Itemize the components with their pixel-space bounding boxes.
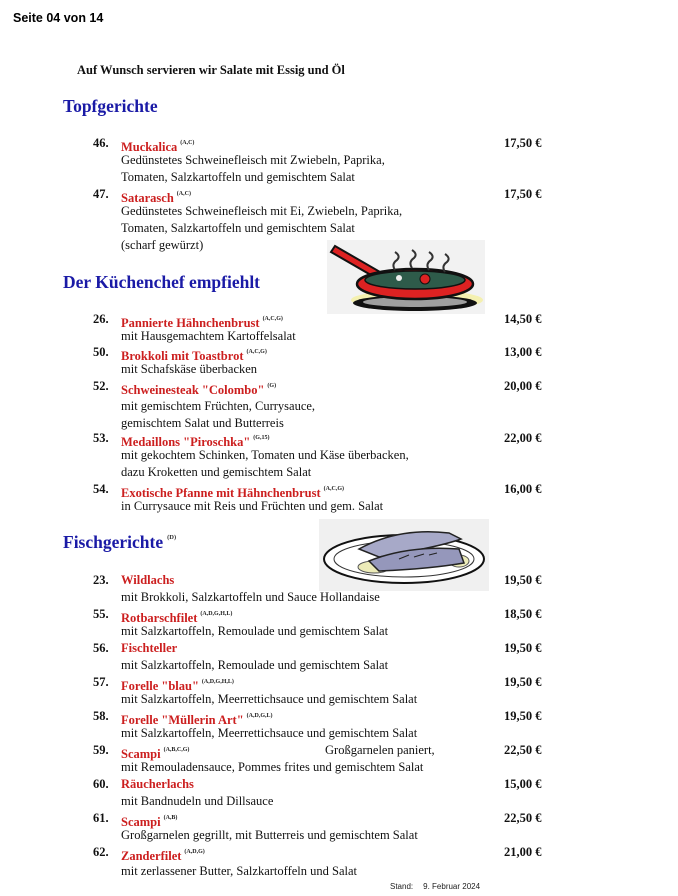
item-description: Tomaten, Salzkartoffeln und gemischtem Salat bbox=[121, 221, 355, 235]
menu-item bbox=[93, 481, 553, 515]
item-description: mit Salzkartoffeln, Meerrettichsauce und gemischtem Salat bbox=[121, 692, 418, 706]
item-name: Scampi $^{(A,B,C,G)}$ bbox=[121, 747, 190, 761]
menu-item bbox=[93, 810, 553, 844]
item-description: dazu Kroketten und gemischtem Salat bbox=[121, 465, 312, 479]
menu-item bbox=[93, 572, 553, 606]
menu-item bbox=[93, 135, 553, 186]
section-title-fischgerichte bbox=[63, 532, 176, 553]
item-description: mit Salzkartoffeln, Remoulade und gemischtem Salat bbox=[121, 624, 389, 638]
menu-item bbox=[93, 708, 553, 742]
item-description: mit Brokkoli, Salzkartoffeln und Sauce Hollandaise bbox=[121, 590, 380, 604]
menu-item bbox=[93, 742, 553, 776]
item-number: 26. bbox=[93, 312, 109, 326]
section-title-text: Der Küchenchef empfiehlt bbox=[63, 272, 261, 292]
item-inline-description: Großgarnelen paniert, bbox=[325, 743, 435, 757]
item-number: 61. bbox=[93, 811, 109, 825]
item-allergens: (A,C,G) bbox=[323, 486, 345, 492]
item-allergens: (A,D,G) bbox=[184, 849, 205, 855]
menu-item bbox=[93, 776, 553, 810]
item-price: 22,00 € bbox=[504, 431, 542, 445]
item-name: Brokkoli mit Toastbrot $^{(A,C,G)}$ bbox=[121, 349, 267, 363]
item-name: Rotbarschfilet $^{(A,D,G,H,L)}$ bbox=[121, 611, 233, 625]
item-price: 19,50 € bbox=[504, 641, 542, 655]
item-name: Satarasch $^{(A,C)}$ bbox=[121, 191, 191, 205]
item-number: 52. bbox=[93, 379, 109, 393]
item-name: Schweinesteak "Colombo" $^{(G)}$ bbox=[121, 383, 277, 397]
item-price: 13,00 € bbox=[504, 345, 542, 359]
menu-item bbox=[93, 674, 553, 708]
item-description: mit Schafskäse überbacken bbox=[121, 362, 258, 376]
item-name: Pannierte Hähnchenbrust $^{(A,C,G)}$ bbox=[121, 316, 283, 330]
item-price: 19,50 € bbox=[504, 709, 542, 723]
item-price: 22,50 € bbox=[504, 743, 542, 757]
item-price: 17,50 € bbox=[504, 187, 542, 201]
item-price: 20,00 € bbox=[504, 379, 542, 393]
item-number: 46. bbox=[93, 136, 109, 150]
item-number: 55. bbox=[93, 607, 109, 621]
item-number: 50. bbox=[93, 345, 109, 359]
intro-note: Auf Wunsch servieren wir Salate mit Essig und Öl bbox=[77, 63, 345, 77]
item-description: mit Remouladensauce, Pommes frites und gemischtem Salat bbox=[121, 760, 424, 774]
section-title-topfgerichte bbox=[63, 96, 158, 117]
item-description: mit zerlassener Butter, Salzkartoffeln und Salat bbox=[121, 864, 357, 878]
item-description: mit Salzkartoffeln, Remoulade und gemischtem Salat bbox=[121, 658, 389, 672]
item-description: mit gemischtem Früchten, Currysauce, bbox=[121, 399, 316, 413]
item-price: 15,00 € bbox=[504, 777, 542, 791]
item-price: 14,50 € bbox=[504, 312, 542, 326]
item-allergens: (A,D,G,H,L) bbox=[200, 611, 233, 617]
item-description: mit Bandnudeln und Dillsauce bbox=[121, 794, 274, 808]
item-name: Forelle "blau" $^{(A,D,G,H,L)}$ bbox=[121, 679, 234, 693]
menu-item bbox=[93, 606, 553, 640]
section-title-kuechenchef bbox=[63, 272, 260, 293]
item-allergens: (A,D,G,L) bbox=[246, 713, 273, 719]
item-number: 58. bbox=[93, 709, 109, 723]
menu-item bbox=[93, 430, 553, 481]
item-allergens: (A,C) bbox=[176, 191, 191, 197]
item-allergens: (A,C,G) bbox=[262, 316, 283, 322]
item-allergens: (A,C,G) bbox=[246, 349, 267, 355]
item-description: mit Hausgemachtem Kartoffelsalat bbox=[121, 329, 296, 343]
item-allergens: (A,D,G,H,L) bbox=[201, 679, 234, 685]
item-name: Scampi $^{(A,B)}$ bbox=[121, 815, 178, 829]
item-name: Muckalica $^{(A,C)}$ bbox=[121, 140, 195, 154]
item-number: 47. bbox=[93, 187, 109, 201]
item-number: 59. bbox=[93, 743, 109, 757]
item-number: 53. bbox=[93, 431, 109, 445]
item-name: Medaillons "Piroschka" $^{(G,15)}$ bbox=[121, 435, 270, 449]
item-price: 22,50 € bbox=[504, 811, 542, 825]
item-price: 19,50 € bbox=[504, 675, 542, 689]
item-price: 21,00 € bbox=[504, 845, 542, 859]
footer-stand bbox=[390, 882, 490, 891]
item-number: 62. bbox=[93, 845, 109, 859]
item-number: 57. bbox=[93, 675, 109, 689]
menu-item bbox=[93, 378, 553, 432]
item-allergens: (G) bbox=[267, 383, 277, 389]
item-description: Gedünstetes Schweinefleisch mit Zwiebeln, Paprika, bbox=[121, 153, 385, 167]
item-description: Gedünstetes Schweinefleisch mit Ei, Zwiebeln, Paprika, bbox=[121, 204, 403, 218]
item-name: Fischteller bbox=[121, 641, 178, 655]
menu-item bbox=[93, 344, 553, 378]
item-description: Großgarnelen gegrillt, mit Butterreis und gemischtem Salat bbox=[121, 828, 418, 842]
item-allergens: (A,B,C,G) bbox=[163, 747, 190, 753]
menu-item bbox=[93, 186, 553, 254]
stand-date: 9. Februar 2024 bbox=[423, 882, 481, 891]
item-price: 17,50 € bbox=[504, 136, 542, 150]
item-price: 16,00 € bbox=[504, 482, 542, 496]
item-name: Forelle "Müllerin Art" $^{(A,D,G,L)}$ bbox=[121, 713, 273, 727]
item-price: 19,50 € bbox=[504, 573, 542, 587]
stand-label: Stand: bbox=[390, 882, 414, 891]
item-description: in Currysauce mit Reis und Früchten und gem. Salat bbox=[121, 499, 384, 513]
item-allergens: (G,15) bbox=[253, 435, 270, 441]
item-number: 54. bbox=[93, 482, 109, 496]
item-name: Räucherlachs bbox=[121, 777, 194, 791]
item-name: Exotische Pfanne mit Hähnchenbrust $^{(A,C,G)}$ bbox=[121, 486, 345, 500]
page-number: Seite 04 von 14 bbox=[13, 11, 104, 25]
item-number: 23. bbox=[93, 573, 109, 587]
menu-item bbox=[93, 844, 553, 880]
item-name: Zanderfilet $^{(A,D,G)}$ bbox=[121, 849, 205, 863]
item-number: 56. bbox=[93, 641, 109, 655]
item-description: mit Salzkartoffeln, Meerrettichsauce und gemischtem Salat bbox=[121, 726, 418, 740]
item-description: mit gekochtem Schinken, Tomaten und Käse überbacken, bbox=[121, 448, 409, 462]
item-description: Tomaten, Salzkartoffeln und gemischtem Salat bbox=[121, 170, 355, 184]
section-allergens: (D) bbox=[167, 534, 177, 541]
item-name: Wildlachs bbox=[121, 573, 175, 587]
menu-item bbox=[93, 640, 553, 674]
item-allergens: (A,C) bbox=[180, 140, 195, 146]
item-number: 60. bbox=[93, 777, 109, 791]
section-title-text: Fischgerichte bbox=[63, 532, 164, 552]
item-description: gemischtem Salat und Butterreis bbox=[121, 416, 284, 430]
item-description: (scharf gewürzt) bbox=[121, 238, 204, 252]
item-price: 18,50 € bbox=[504, 607, 542, 621]
section-title-text: Topfgerichte bbox=[63, 96, 158, 116]
menu-item bbox=[93, 311, 553, 345]
item-allergens: (A,B) bbox=[163, 815, 178, 821]
